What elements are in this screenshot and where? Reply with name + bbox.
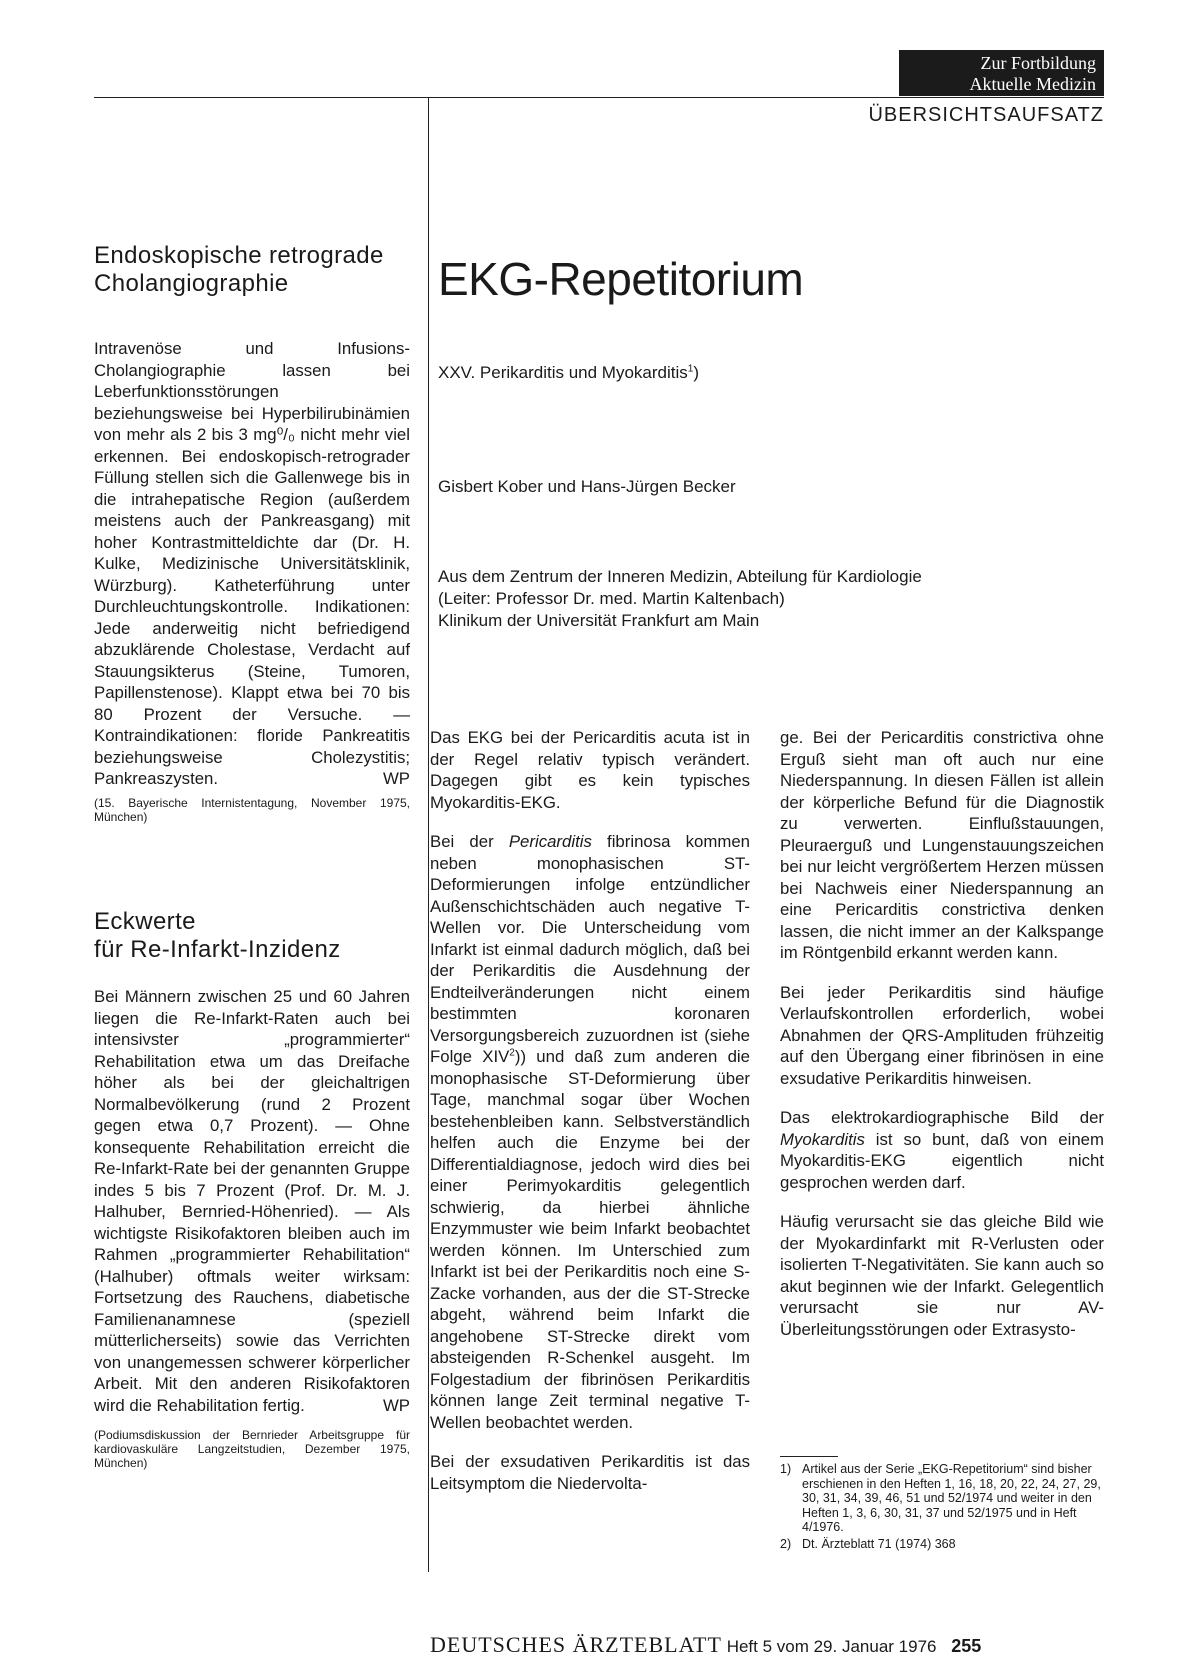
heading-line: Eckwerte	[94, 908, 196, 935]
article-authors: Gisbert Kober und Hans-Jürgen Becker	[438, 477, 736, 496]
subtitle-text: XXV. Perikarditis und Myokarditis	[438, 363, 688, 382]
footnote-rule	[780, 1456, 838, 1457]
section-badge	[899, 50, 1104, 96]
badge-line-1: Zur Fortbildung	[980, 53, 1096, 73]
sidebar-body-text: Intravenöse und Infusions-Cholangiographie lassen bei Leberfunktionsstörungen beziehungsweise bei Hyperbilirubinämien von mehr als 2 bis 3 mg⁰/₀ nicht mehr viel erkennen. Bei endoskopisch-retrograder Füllung stellen sich die Gallenwege bis in die intrahepatische Region (außerdem meistens auch der Pankreasgang) mit hoher Kontrastmitteldichte dar (Dr. H. Kulke, Medizinische Universitätsklinik, Würzburg). Katheterführung unter Durchleuchtungskontrolle. Indikationen: Jede anderweitig nicht befriedigend abzuklärende Cholestase, Verdacht auf Stauungsikterus (Steine, Tumoren, Papillenstenose). Klappt etwa bei 70 bis 80 Prozent der Versuche. — Kontraindikationen: floride Pankreatitis beziehungsweise Cholezystitis; Pankreaszysten.	[94, 339, 410, 788]
article-affiliation	[438, 566, 922, 632]
author-sign: WP	[382, 769, 410, 788]
section-label: ÜBERSICHTSAUFSATZ	[868, 104, 1104, 126]
sidebar-body	[94, 986, 410, 1416]
sidebar-body-text: Bei Männern zwischen 25 und 60 Jahren liegen die Re-Infarkt-Raten auch bei intensivster „programmierter“ Rehabilitation etwa um das Dreifache höher als bei der gleichaltrigen Normalbevölkerung (rund 2 Prozent gegen etwa 0,7 Prozent). — Ohne konsequente Rehabilitation erreicht die Re-Infarkt-Rate bei der genannten Gruppe indes 5 bis 7 Prozent (Prof. Dr. M. J. Halhuber, Bernried-Höhenried). — Als wichtigste Risikofaktoren bleiben auch im Rahmen „programmierter Rehabilitation“ (Halhuber) oftmals weiter wirksam: Fortsetzung des Rauchens, diabetische Familienanamnese (speziell mütterlicherseits) sowie das Verrichten von unangemessen schwerer körperlicher Arbeit. Mit den anderen Risikofaktoren wird die Rehabilitation fertig.	[94, 987, 410, 1415]
article-title: EKG-Repetitorium	[438, 253, 804, 305]
page-footer	[430, 1632, 1110, 1658]
text-run: Bei der	[430, 832, 509, 851]
sidebar-heading	[94, 908, 410, 964]
subtitle-text-end: )	[693, 363, 699, 382]
sidebar-heading	[94, 242, 410, 298]
text-run: fibrinosa kommen neben monophasischen ST-Deformierungen infolge entzündlicher Außenschichtschäden auch negative T-Wellen vor. Die Unterscheidung vom Infarkt ist einmal dadurch möglich, daß bei der Perikarditis die Ausdehnung der Endteilveränderungen nicht einem bestimmten koronaren Versorgungsbereich zuzuordnen ist (siehe Folge XIV	[430, 832, 750, 1066]
paragraph: Häufig verursacht sie das gleiche Bild wie der Myokardinfarkt mit R-Verlusten oder isolierten T-Negativitäten. Sie kann auch so akut beginnen wie der Infarkt. Gelegentlich verursacht sie nur AV-Überleitungsstörungen oder Extrasysto-	[780, 1212, 1104, 1339]
header-rule	[94, 97, 1104, 98]
paragraph: ge. Bei der Pericarditis constrictiva ohne Erguß sieht man oft auch nur eine Niederspannung. In diesen Fällen ist allein der körperliche Befund für die Diagnostik zu verwerten. Einflußstauungen, Pleuraerguß und Lungenstauungszeichen bei nur leicht vergrößertem Herzen müssen bei Nachweis einer Niederspannung an eine Pericarditis constrictiva denken lassen, die nicht immer an der Kalkspange im Röntgenbild erkannt werden kann.	[780, 728, 1104, 962]
footnotes	[780, 1462, 1104, 1553]
author-sign: WP	[382, 1395, 410, 1415]
footnote-text: Dt. Ärzteblatt 71 (1974) 368	[802, 1536, 956, 1551]
text-run: Das elektrokardiographische Bild der	[780, 1108, 1104, 1127]
heading-line: für Re-Infarkt-Inzidenz	[94, 936, 341, 963]
footnote-ref: 2	[509, 1047, 515, 1059]
text-run: )) und daß zum anderen die monophasische ST-Deformierung über Tage, manchmal sogar über Wochen bestehenbleiben kann. Selbstverständlich helfen auch die Enzyme bei der Differentialdiagnose, jedoch wird dies bei einer Perimyokarditis gelegentlich schwierig, da hierbei ähnliche Enzymmuster wie beim Infarkt beobachtet werden können. Im Unterschied zum Infarkt ist bei der Perikarditis noch eine S-Zacke vorhanden, aus der die ST-Strecke abgeht, während beim Infarkt die angehobene ST-Strecke direkt vom absteigenden R-Schenkel ausgeht. Im Folgestadium der fibrinösen Perikarditis können lange Zeit terminal negative T-Wellen beobachtet werden.	[430, 1047, 750, 1432]
footnote-text: Artikel aus der Serie „EKG-Repetitorium“ sind bisher erschienen in den Heften 1, 16, 18, 20, 22, 24, 27, 29, 30, 31, 34, 39, 46, 51 und 52/1974 und weiter in den Heften 1, 3, 6, 30, 31, 37 und 52/1975 und in Heft 4/1976.	[802, 1462, 1101, 1534]
paragraph: Bei jeder Perikarditis sind häufige Verlaufskontrollen erforderlich, wobei Abnahmen der QRS-Amplituden frühzeitig auf den Übergang einer fibrinösen in eine exsudative Perikarditis hinweisen.	[780, 982, 1104, 1088]
footnote	[780, 1462, 1104, 1535]
journal-name: DEUTSCHES ÄRZTEBLATT	[430, 1632, 722, 1657]
page-number: 255	[951, 1636, 982, 1656]
article-column-left	[430, 727, 750, 1512]
footnote-number: 1)	[780, 1462, 792, 1476]
article-column-right	[780, 727, 1104, 1358]
affiliation-line: (Leiter: Professor Dr. med. Martin Kaltenbach)	[438, 589, 785, 608]
column-divider	[428, 97, 429, 1572]
affiliation-line: Klinikum der Universität Frankfurt am Main	[438, 611, 760, 630]
sidebar-item-reinfarkt	[94, 908, 410, 1470]
emphasis: Pericarditis	[508, 832, 592, 851]
footnote-ref: 1	[687, 363, 694, 375]
text-run: ist so bunt, daß von einem Myokarditis-EKG eigentlich nicht gesprochen werden darf.	[780, 1129, 1104, 1192]
heading-line: Endoskopische retrograde	[94, 242, 384, 269]
sidebar-item-cholangiographie	[94, 242, 410, 824]
issue-info: Heft 5 vom 29. Januar 1976	[726, 1637, 937, 1656]
sidebar-body	[94, 338, 410, 790]
badge-line-2: Aktuelle Medizin	[969, 74, 1096, 94]
sidebar-source: (15. Bayerische Internistentagung, November 1975, München)	[94, 795, 410, 824]
heading-line: Cholangiographie	[94, 270, 289, 297]
paragraph	[430, 831, 750, 1433]
footnote	[780, 1537, 1104, 1552]
article-subtitle	[438, 362, 699, 384]
affiliation-line: Aus dem Zentrum der Inneren Medizin, Abteilung für Kardiologie	[438, 567, 922, 586]
footnote-number: 2)	[780, 1536, 792, 1551]
sidebar-source: (Podiumsdiskussion der Bernrieder Arbeitsgruppe für kardiovaskuläre Langzeitstudien, Dezember 1975, München)	[94, 1428, 410, 1470]
paragraph: Bei der exsudativen Perikarditis ist das Leitsymptom die Niedervolta-	[430, 1452, 750, 1493]
emphasis: Myokarditis	[780, 1129, 865, 1149]
paragraph: Das EKG bei der Pericarditis acuta ist in der Regel relativ typisch verändert. Dagegen gibt es kein typisches Myokarditis-EKG.	[430, 728, 750, 812]
paragraph	[780, 1107, 1104, 1193]
